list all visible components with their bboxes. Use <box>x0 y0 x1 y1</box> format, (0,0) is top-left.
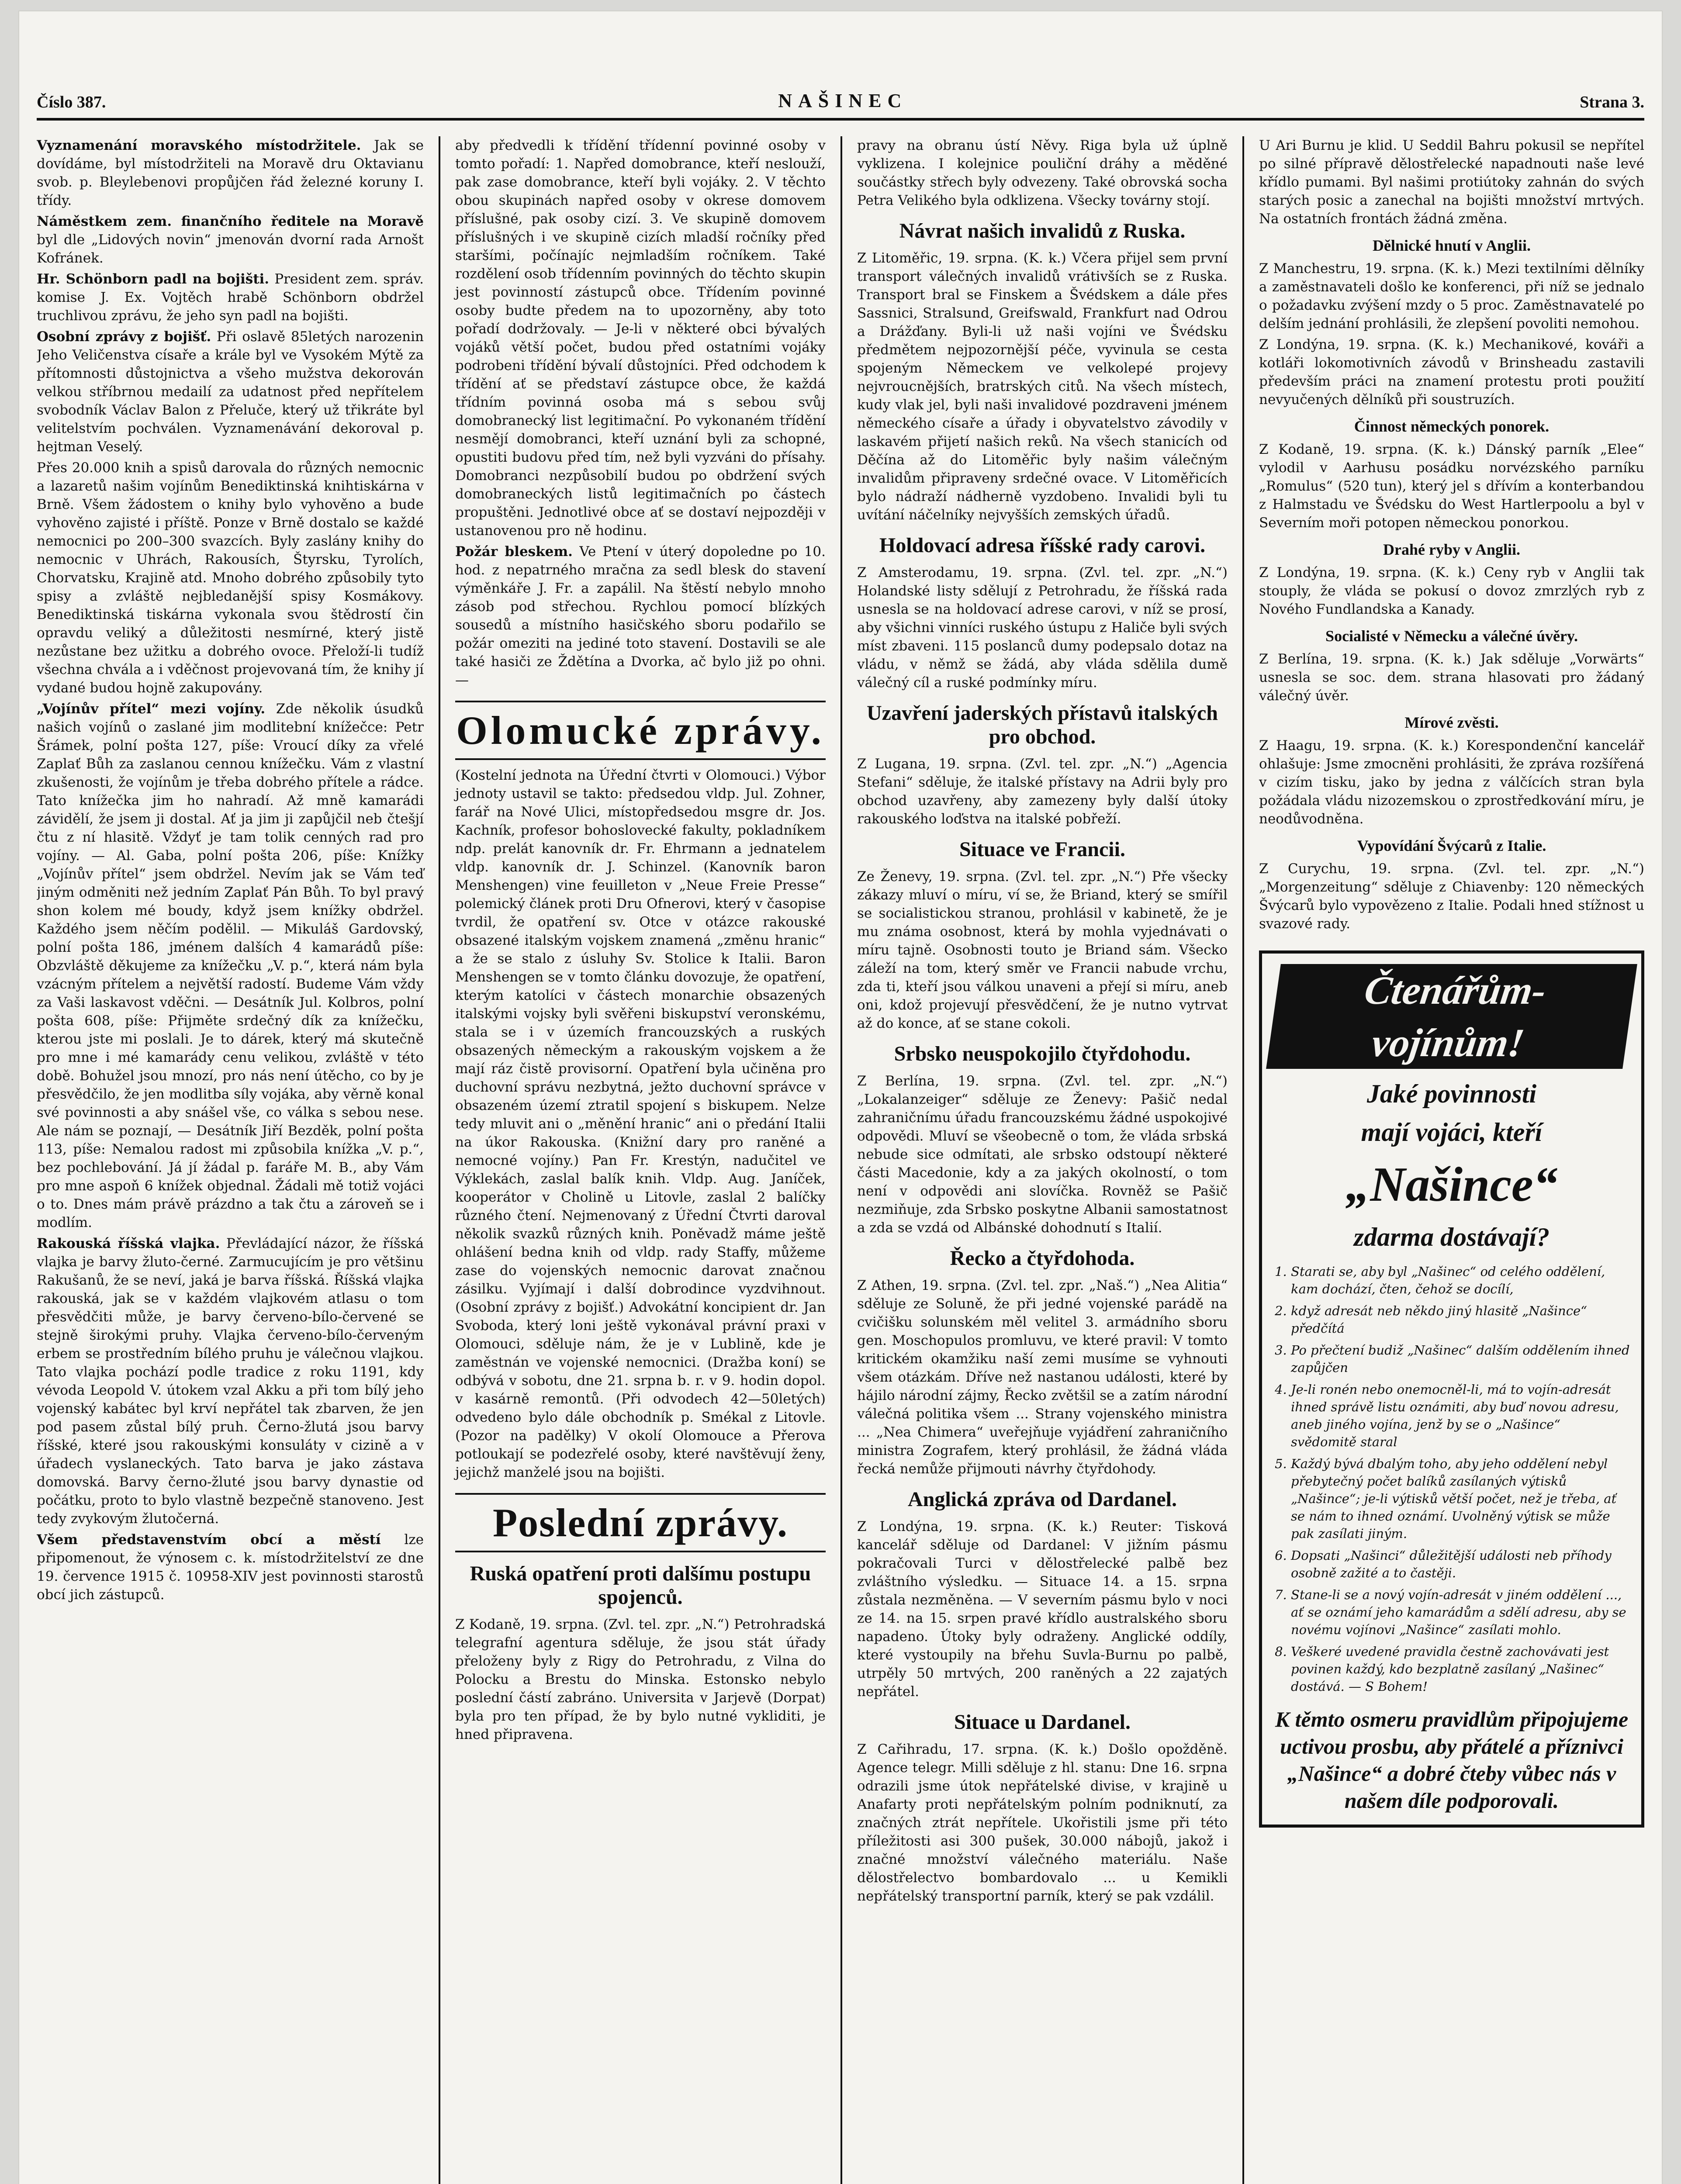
article-situation: Z Cařihradu, 17. srpna. (K. k.) Došlo opožděně. Agence telegr. Milli sděluje z hl. stanu: Dne 16. srpna odrazili jsme útok nepřátelské divise, v krajině u Anafarty proti nepřátelským polním podniknutí, za značných ztrát nepřítele. Ukořistili jsme při této příležitosti asi 300 pušek, 30.000 nábojů, jakož i značné množství válečného materiálu. Naše dělostřelectvo bombardovalo ... u Kemikli nepřátelský transportní parník, který se pak vzdálil. <box>857 1742 1228 1904</box>
column-1 <box>37 136 439 2184</box>
headline-france: Situace ve Francii. <box>959 838 1125 861</box>
list-item: 6. Dopsati „Našinci“ důležitější události neb příhody osobně zažité a to častěji. <box>1291 1547 1630 1582</box>
article-heading: „Vojínův přítel“ mezi vojíny. <box>37 701 266 717</box>
article-books: Přes 20.000 knih a spisů darovala do různých nemocnic a lazaretů našim vojínům Benediktinská knihtiskárna v Brně. Všem žádostem o knihy bylo vyhověno a bude vyhověno zajisté i příště. Ponze v Brně dostalo se každé nemocnici po 200–300 svazcích. Byly zaslány knihy do nemocnic v Uhrách, Rakousích, Štyrsku, Tyrolích, Chorvatsku, Krajině atd. Mnoho dobrého způsobily tyto spisy a zvláště nejbledanější spisy Kosmákovy. Benediktinská tiskárna vykonala svou štědrostí čin opravdu veliký a důležitosti nesmírné, který jistě nezůstane bez užitku a dobrého ovoce. Přeloží-li tudíž všechna chvála a i vděčnost projevovaná tím, že knihy jí vydané budou hojně zakupovány. <box>37 460 424 696</box>
headline-greece: Řecko a čtyřdohoda. <box>950 1247 1135 1270</box>
article-body: Převládající názor, že říšská vlajka je barvy žluto-černé. Zarmucujícím je pro většinu Rakušanů, že se neví, jaká je barva říšská. Říšská vlajka rakouská, jak se v každém vlajkovém atlasu o tom přesvědčiti může, je barvy červeno-bílo-červené se stejně širokými pruhy. Vlajka červeno-bílo-červeným erbem se prostředním bílého pruhu je válečnou vlajkou. Tato vlajka pochází podle tradice z roku 1191, kdy vévoda Leopold V. útokem vzal Akku a při tom bílý jeho vojenský kabátec byl krví nepřátel tak zbarven, že jen pod pasem zůstal bílý pruh. Černo-žlutá jsou barvy říšské, které jsou rakouskými konsuláty v cizině a v úřadech vyslaneckých. Tato barva je jako zástava domovská. Barvy černo-žluté jsou barvy dynastie od počátku, proto to bylo vlastně bezpečně stanoveno. Jest tedy zvykovým žlutočerná. <box>37 1236 424 1527</box>
readers-soldiers-notice <box>1259 950 1644 1828</box>
headline-serbia: Srbsko neuspokojilo čtyřdohodu. <box>894 1042 1191 1065</box>
ad-closing: K těmto osmeru pravidlům připojujeme uctivou prosbu, aby přátelé a příznivci „Našince“ a dobré čteby vůbec nás v našem díle podporovali. <box>1275 1707 1629 1813</box>
list-item: 4. Je-li ronén nebo onemocněl-li, má to vojín-adresát ihned správě listu oznámiti, aby buď novou adresu, aneb jiného vojína, jenž by se o „Našince“ svědomitě staral <box>1291 1381 1630 1451</box>
column-2 <box>439 136 840 2184</box>
section-heading-olomouc: Olomucké zprávy. <box>455 701 826 760</box>
list-item: 1. Starati se, aby byl „Našinec“ od celého oddělení, kam dochází, čten, čehož se docílí, <box>1291 1263 1630 1298</box>
headline-uboat: Činnost německých ponorek. <box>1354 418 1550 435</box>
article-olomouc: (Kostelní jednota na Úřední čtvrti v Olomouci.) Výbor jednoty ustavil se takto: předsedou vldp. Jul. Zohner, farář na Nové Ulici, místopředsedou msgre dr. Jos. Kachník, profesor bohoslovecké fakulty, pokladníkem ndp. prelát kanovník dr. Fr. Ehrmann a jednatelem vldp. kanovník dr. J. Schinzel. (Kanovník baron Menshengen) vine feuilleton v „Neue Freie Presse“ polemický článek proti Dru Ofnerovi, který v časopise tvrdil, že opatření sv. Otce v otázce rakouské obsazené italským vojskem znamená „změnu hranic“ a že se stalo z úsluhy Sv. Stolice k Italii. Baron Menshengen se v tomto článku dovozuje, že opatření, kterým katolíci v částech monarchie obsazených italskými vojsky byli svěřeni biskupství veronskému, stala se i v územích francouzských a ruských obsazených německým a rakouským vojskem a že mají ráz čistě provisorní. Opatření byla učiněna pro duchovní správu nezbytná, ježto duchovní správce v obsazeném území ztratil spojení s biskupem. Nelze tedy mluvit ani o „měnění hranic“ ani o předání Italii na úkor Rakouska. (Knižní dary pro raněné a nemocné vojíny.) Pan Fr. Krestýn, nadučitel ve Výklekách, zaslal balík knih. Vldp. Aug. Janíček, kooperátor v Cholině u Litovle, zaslal 2 balíčky různého čtení. Nejmenovaný z Úřední Čtvrti daroval několik svazků různých knih. Poněvadž máme ještě ohlášení bedna knih od vldp. rady Staffy, můžeme zase do vojenských nemocnic darovat značnou zásilku. Vyjímají i další dobrodince vyzdvihnout. (Osobní zprávy z bojišť.) Advokátní koncipient dr. Jan Svoboda, který loni ještě vykonával právní praxi v Olomouci, sděluje nám, že je v Lublině, kde je zaměstnán ve vojenské nemocnici. (Dražba koní) se odbývá v sobotu, dne 21. srpna b. r. v 9. hodin dopol. v kasárně remontů. (Při odvodech 42—50letých) odvedeno bylo dále obchodník p. Smékal z Litovle. (Pozor na padělky) V okolí Olomouce a Přerova potloukají se podezřelé osoby, které navštěvují ženy, jejichž manželé jsou na bojišti. <box>455 767 826 1480</box>
issue-number: Číslo 387. <box>37 93 106 111</box>
headline-invalids: Návrat našich invalidů z Ruska. <box>899 219 1186 242</box>
article-body: Zde několik úsudků našich vojínů o zaslané jim modlitební knížečce: Petr Šrámek, polní pošta 127, píše: Vroucí díky za vřelé Zaplať Bůh za zaslanou cennou knížečku. Vám z vlastní zkušenosti, že vojínům je třeba dobrého přítele a rádce. Tato knížečka jim ho nahradí. Až mně kamarádi závidělí, že jsem ji dostal. Ať ja jim ji zapůjčil neb čtešjí čtu z ní hlasitě. Vždyť je tam tolik cenných rad pro vojíny. — Al. Gaba, polní pošta 206, píše: Knížky „Vojínův přítel“ jsem obdržel. Nevím jak se Vám teď jiným odměniti než jedním Zaplať Pán Bůh. To byl pravý shon kolem mé boudy, když jsem knížky obdržel. Každého jsem něčím podělil. — Mikuláš Gardovský, polní pošta 186, jménem dalších 4 kamarádů píše: Obzvláště děkujeme za knížečku „V. p.“, která nám byla vzácným přítelem a největší radostí. Budeme Vám vždy za Vaši laskavost vděčni. — Desátník Jul. Kolbros, polní pošta 608, píše: Přijměte srdečný dík za knížečku, kterou jste mi poslali. Je to dárek, který má skutečně pro mne i mé kamarády cenu velikou, zvláště v této době. Bohužel jsou mnozí, pro nás není útěcho, co by je přesvědčilo, že jen modlitba síly vojáka, aby věrně konal své povinnosti a aby snášel vše, co válka s sebou nese. Ale nám se poznají, — Desátník Jiří Bezděk, polní pošta 113, píše: Nemalou radost mi způsobila knížka „V. p.“, bez pochlebování. Já jí žádal p. faráře M. B., aby Vám pro mne aspoň 6 knížek objednal. Žádali mě totiž vojáci o to. Dnes mám právě prázdno a tak čtu a zároveň se i modlím. <box>37 701 424 1230</box>
article-heading: Požár bleskem. <box>455 544 573 560</box>
article-heading: Osobní zprávy z bojišť. <box>37 329 211 345</box>
columns <box>37 136 1644 2184</box>
section-heading-last-news: Poslední zprávy. <box>455 1493 826 1552</box>
headline-situation: Situace u Dardanel. <box>954 1711 1131 1734</box>
article-serbia: Z Berlína, 19. srpna. (Zvl. tel. zpr. „N.“) „Lokalanzeiger“ sděluje ze Ženevy: Pašič nedal zahraničnímu úřadu francouzskému žádné uspokojivé odpovědi. Mluví se všeobecně o tom, že vláda srbská nebude sice odmítati, ale srbsko odstoupí některé části Macedonie, kdy a za jakých okolností, o tom není v odpovědi ani slovíčka. Rovněž se Pašič nezmiňuje, zda Srbsko poskytne Albanii samostatnost a zda se vzdá od Albánské dohodnutí s Italií. <box>857 1073 1228 1236</box>
article-schonborn <box>37 270 424 325</box>
article-body: Ve Ptení v úterý dopoledne po 10. hod. z nepatrného mračna za sedl blesk do stavení výměnkáře J. Fr. a zapálil. Na štěstí nebylo mnoho zásob pod střechou. Rychlou pomocí blízkých sousedů a místního hasičského sboru podařilo se požár omeziti na jediné toto stavení. Dostavili se ale také hasiči ze Ždětína a Dvorka, ač bylo již po ohni. — <box>455 544 826 688</box>
article-heading: Náměstkem zem. finančního ředitele na Moravě <box>37 214 424 229</box>
article-body: Při oslavě 85letých narozenin Jeho Veličenstva císaře a krále byl ve Vysokém Mýtě za přítomnosti důstojnictva a všeho mužstva dekorován velkou stříbrnou medailí za udatnost před nepřítelem svobodník Václav Balon z Přeluče, který už třikráte byl velitelstvím pochválen. Vyznamenávání dekoroval p. hejtman Veselý. <box>37 329 424 455</box>
article-dardanelles: Z Londýna, 19. srpna. (K. k.) Reuter: Tisková kancelář sděluje od Dardanel: V jižním pásmu pokračovali Turci v dělostřelecké palbě bez zvláštního výsledku. — Situace 14. a 15. srpna zůstala nezměněna. — V severním pásmu bylo v noci ze 14. na 15. srpen pravé křídlo australského sboru napadeno. Útoky byly odraženy. Anglické oddíly, které vystoupily na břehu Suvla-Burnu po palbě, utrpěly 50 mrtvých, 200 raněných a 22 zajatých nepřátel. <box>857 1519 1228 1700</box>
article-uboat: Z Kodaně, 19. srpna. (K. k.) Dánský parník „Elee“ vylodil v Aarhusu posádku norvézského parníku „Romulus“ (520 tun), který jel s dřívím a konterbandou z Halmstadu ve Švédsku do West Hartlerpoolu a byl v Severním moři potopen německou ponorkou. <box>1259 442 1644 531</box>
ad-question-line-2: mají vojáci, kteří <box>1361 1118 1543 1147</box>
list-item: 5. Každý bývá dbalým toho, aby jeho oddělení nebyl přebytečný počet balíků zasílaných výtisků „Našince“; je-li výtisků větší počet, než je třeba, ať se nám to ihned oznámí. Uvolněný výtisk se může pak zasílati jiným. <box>1291 1455 1630 1542</box>
article-body: byl dle „Lidových novin“ jmenován dvorní rada Arnošt Kofránek. <box>37 232 424 266</box>
article-office <box>37 1531 424 1604</box>
ad-banner-line-1: Čtenářům- <box>1362 968 1549 1013</box>
article-russian: Z Kodaně, 19. srpna. (Zvl. tel. zpr. „N.“) Petrohradská telegrafní agentura sděluje, že jsou stát úřady přeloženy byly z Rigy do Petrohradu, z Vilna do Polocku a Brestu do Minska. Estonsko nebylo poslední částí zabráno. Universita v Jarjevě (Dorpat) byla pro ten případ, že by bylo nutné vykliditi, je hned připravena. <box>455 1617 826 1742</box>
article-france: Ze Ženevy, 19. srpna. (Zvl. tel. zpr. „N.“) Pře všecky zákazy mluví o míru, ví se, že Briand, který se smířil se socialistickou stranou, prohlásil v kabinetě, že je mu známa osobnost, která by mohla vyjednávati o míru tajně. Osobnosti touto je Briand sám. Všecko záleží na tom, který směr ve Francii nabude vrchu, zda ti, kteří jsou válkou unaveni a přejí si míru, aneb oni, kdož projevují přesvědčení, že je nutno vytrvat až do konce, ať se stane cokoli. <box>857 869 1228 1031</box>
article-body: lze připomenout, že výnosem c. k. místodržitelství ze dne 19. července 1915 č. 10958-XIV jest povinnosti starostů obcí jich zástupců. <box>37 1532 424 1603</box>
article-fish: Z Londýna, 19. srpna. (K. k.) Ceny ryb v Anglii tak stouply, že vláda se pokusí o dovoz zmrzlých ryb z Nového Fundlandska a Kanady. <box>1259 565 1644 617</box>
list-item: 3. Po přečtení budiž „Našinec“ dalším oddělením ihned zapůjčen <box>1291 1341 1630 1376</box>
article-mechanics: Z Londýna, 19. srpna. (K. k.) Mechanikové, kováři a kotláři lokomotivních závodů v Brinsheadu zastavili především práci na znamení protestu proti použití nevyučených dělníků při soustruzích. <box>1259 337 1644 408</box>
article-greece: Z Athen, 19. srpna. (Zvl. tel. zpr. „Naš.“) „Nea Alitia“ sděluje ze Soluně, že při jedné vojenské parádě na cvičišku solunském měl velitel 3. armádního sboru gen. Moschopulos promluvu, ve které pravil: V tomto kritickém okamžiku naší zemi musíme se vyhnouti všem otázkám. Dříve než nastanou události, které by hájilo národní zájmy, Řecko zvětšil se a zatím národní válečná politika všem ... Strany vojenského ministra ... „Nea Chimera“ uveřejňuje vyjádření zahraničního ministra Zografem, který prohlásil, že žádná vláda řecká nemůže přijmouti návrhy čtyřdohody. <box>857 1278 1228 1477</box>
headline-adriatic: Uzavření jaderských přístavů italských pro obchod. <box>867 702 1218 748</box>
column-4 <box>1242 136 1644 2184</box>
article-order: aby předvedli k třídění třídenní povinné osoby v tomto pořadí: 1. Napřed domobrance, kteří neslouží, pak zase domobrance, kteří byli vojáky. 2. V těchto obou skupinách napřed osoby v okrese domovem příslušné, pak osoby cizí. 3. Ve skupině domovem příslušných i ve skupině cizích mladší ročníky před staršími, počínajíc nejmladším ročníkem. Také rozdělení osob třídenním povinných do těchto skupin jest povinností zástupců obce. Třídením povinné osoby budte předem na to upozorněny, aby toto pořadí dodržovaly. — Je-li v některé obci bývalých vojáků větší počet, budou před ostatními vojáky podrobeni třídění bývalí důstojníci. Před odchodem k třídění ať se představí zástupce obce, že každá třídním povinná osoba má s sebou svůj domobranecký list legitimační. Po vykonaném třídění nesmějí domobranci, kteří uznání byli za schopné, opustiti budovu před tím, než byli vyzváni do přísahy. Domobranci nezpůsobilí budou po obdržení svých domobraneckých listů legitimačních po částech propuštěni. Jednotlivé obce ať se dostaví nejpozději v ustanovenou pro ně hodinu. <box>455 138 826 539</box>
headline-peace: Mírové zvěsti. <box>1404 714 1499 731</box>
list-item: 2. když adresát neb někdo jiný hlasitě „Našince“ předčítá <box>1291 1302 1630 1337</box>
article-swiss: Z Curychu, 19. srpna. (Zvl. tel. zpr. „N.“) „Morgenzeitung“ sděluje z Chiavenby: 120 německých Švýcarů bylo vypovězeno z Italie. Podali hned stížnost u svazové rady. <box>1259 861 1644 932</box>
article-workers: Z Manchestru, 19. srpna. (K. k.) Mezi textilními dělníky a zaměstnavateli došlo ke konferenci, při níž se jednalo o požadavku zvýšení mzdy o 5 proc. Zaměstnavatelé po delším jednání prohlásili, že zlepšení povoliti nemohou. <box>1259 261 1644 332</box>
article-ari-burnu: U Ari Burnu je klid. U Seddil Bahru pokusil se nepřítel po silné přípravě dělostřelecké napadnouti naše levé křídlo pumami. Byl našimi protiútoky zahnán do svých starých posic a zanechal na bojišti množství mrtvých. Na ostatních frontách žádná změna. <box>1259 138 1644 227</box>
article-body: Jak se dovídáme, byl místodržiteli na Moravě dru Oktavianu svob. p. Bleylebenovi propůjčen řád železné koruny I. třídy. <box>37 138 424 208</box>
ad-banner <box>1266 964 1637 1069</box>
ad-brand: „Našince“ <box>1345 1158 1558 1212</box>
ad-banner-line-2: vojínům! <box>1369 1020 1527 1065</box>
article-invalids: Z Litoměřic, 19. srpna. (K. k.) Včera přijel sem první transport válečných invalidů vrátivších se z Ruska. Transport bral se Finskem a Švédskem a dále přes Sassnici, Stralsund, Greifswald, Frankfurt nad Odrou a Drážďany. Byli-li už naši vojíni ve Švédsku předmětem nejpozornější péče, vyvinula se cesta spojeným Německem ve velkolepé projevy nejvroucnějších, bratrských citů. Na všech místech, kudy vlak jel, byli naši invalidové pozdraveni jménem německého císaře a úřady i obyvatelstvo závodily v laskavém přijetí našich reků. Na všech stanicích od Děčína až do Litoměřic byly našim válečným invalidům připraveny srdečné ovace. V Litoměřicích bylo nádraží nádherně vyzdobeno. Invalidi byli tu uvítání náčelníky nejvyšších zemských úřadů. <box>857 250 1228 523</box>
newspaper-title: NAŠINEC <box>778 90 908 111</box>
masthead <box>37 81 1644 121</box>
ad-question-line-1: Jaké povinnosti <box>1366 1079 1537 1108</box>
article-personal <box>37 328 424 456</box>
headline-swiss: Vypovídání Švýcarů z Italie. <box>1357 837 1546 854</box>
headline-greeting: Holdovací adresa říšské rady carovi. <box>879 534 1206 557</box>
headline-russian: Ruská opatření proti dalšímu postupu spojenců. <box>470 1562 811 1609</box>
article-socialists: Z Berlína, 19. srpna. (K. k.) Jak sděluje „Vorwärts“ usnesla se soc. dem. strana hlasovati pro žádaný válečný úvěr. <box>1259 651 1644 704</box>
article-heading: Hr. Schönborn padl na bojišti. <box>37 271 270 287</box>
list-item: 8. Veškeré uvedené pravidla čestně zachovávati jest povinen každý, kdo bezplatně zasílaný „Našinec“ dostává. — S Bohem! <box>1291 1643 1630 1695</box>
article-body: President zem. správ. komise J. Ex. Vojtěch hrabě Schönborn obdržel truchlivou zprávu, že jeho syn padl na bojišti. <box>37 271 424 324</box>
article-greeting: Z Amsterodamu, 19. srpna. (Zvl. tel. zpr. „N.“) Holandské listy sdělují z Petrohradu, že říšská rada usnesla se na holdovací adrese carovi, v níž se prosí, aby všichni vinníci ruského ústupu z Haliče byli svých míst zbaveni. 115 poslanců dumy podepsalo dotaz na vládu, v němž se žádá, aby vláda sdělila dumě válečný cíl a ruské podmínky míru. <box>857 565 1228 691</box>
article-heading: Vyznamenání moravského místodržitele. <box>37 138 361 153</box>
article-heading: Rakouská říšská vlajka. <box>37 1236 220 1251</box>
article-fire <box>455 543 826 689</box>
article-heading: Všem představenstvím obcí a městí <box>37 1532 381 1548</box>
page-number: Strana 3. <box>1580 93 1644 111</box>
ad-question-line-3: zdarma dostávají? <box>1353 1223 1550 1251</box>
article-adriatic: Z Lugana, 19. srpna. (Zvl. tel. zpr. „N.“) „Agencia Stefani“ sděluje, že italské přístavy na Adrii byly pro obchod uzavřeny, aby zamezeny byly další útoky rakouského loďstva na italské pobřeží. <box>857 756 1228 827</box>
article-deputy <box>37 212 424 267</box>
headline-fish: Drahé ryby v Anglii. <box>1383 541 1520 558</box>
headline-socialists: Socialisté v Německu a válečné úvěry. <box>1325 627 1578 645</box>
article-peace: Z Haagu, 19. srpna. (K. k.) Korespondenční kancelář ohlašuje: Jsme zmocněni prohlásiti, že zpráva rozšířená v cizím tisku, jako by jedna z válčících stran byla požádala vládu nizozemskou o zprostředkování míru, je neodůvodněna. <box>1259 738 1644 827</box>
headline-dardanelles: Anglická zpráva od Dardanel. <box>907 1488 1177 1511</box>
article-appointments <box>37 136 424 210</box>
list-item: 7. Stane-li se a nový vojín-adresát v jiném oddělení ..., ať se oznámí jeho kamarádům a sdělí adresu, aby se novému vojínovi „Našince“ zasílati mohlo. <box>1291 1586 1630 1638</box>
article-flag <box>37 1234 424 1528</box>
ad-duty-list <box>1273 1263 1630 1695</box>
article-riga: pravy na obranu ústí Něvy. Riga byla už úplně vyklizena. I kolejnice pouliční dráhy a měděné součástky střech byly odvezeny. Také obrovská socha Petra Velikého byla odklizena. Všecky továrny stojí. <box>857 138 1228 208</box>
headline-workers: Dělnické hnutí v Anglii. <box>1372 237 1531 254</box>
column-3 <box>840 136 1242 2184</box>
newspaper-page <box>19 11 1662 2184</box>
article-friend <box>37 700 424 1232</box>
